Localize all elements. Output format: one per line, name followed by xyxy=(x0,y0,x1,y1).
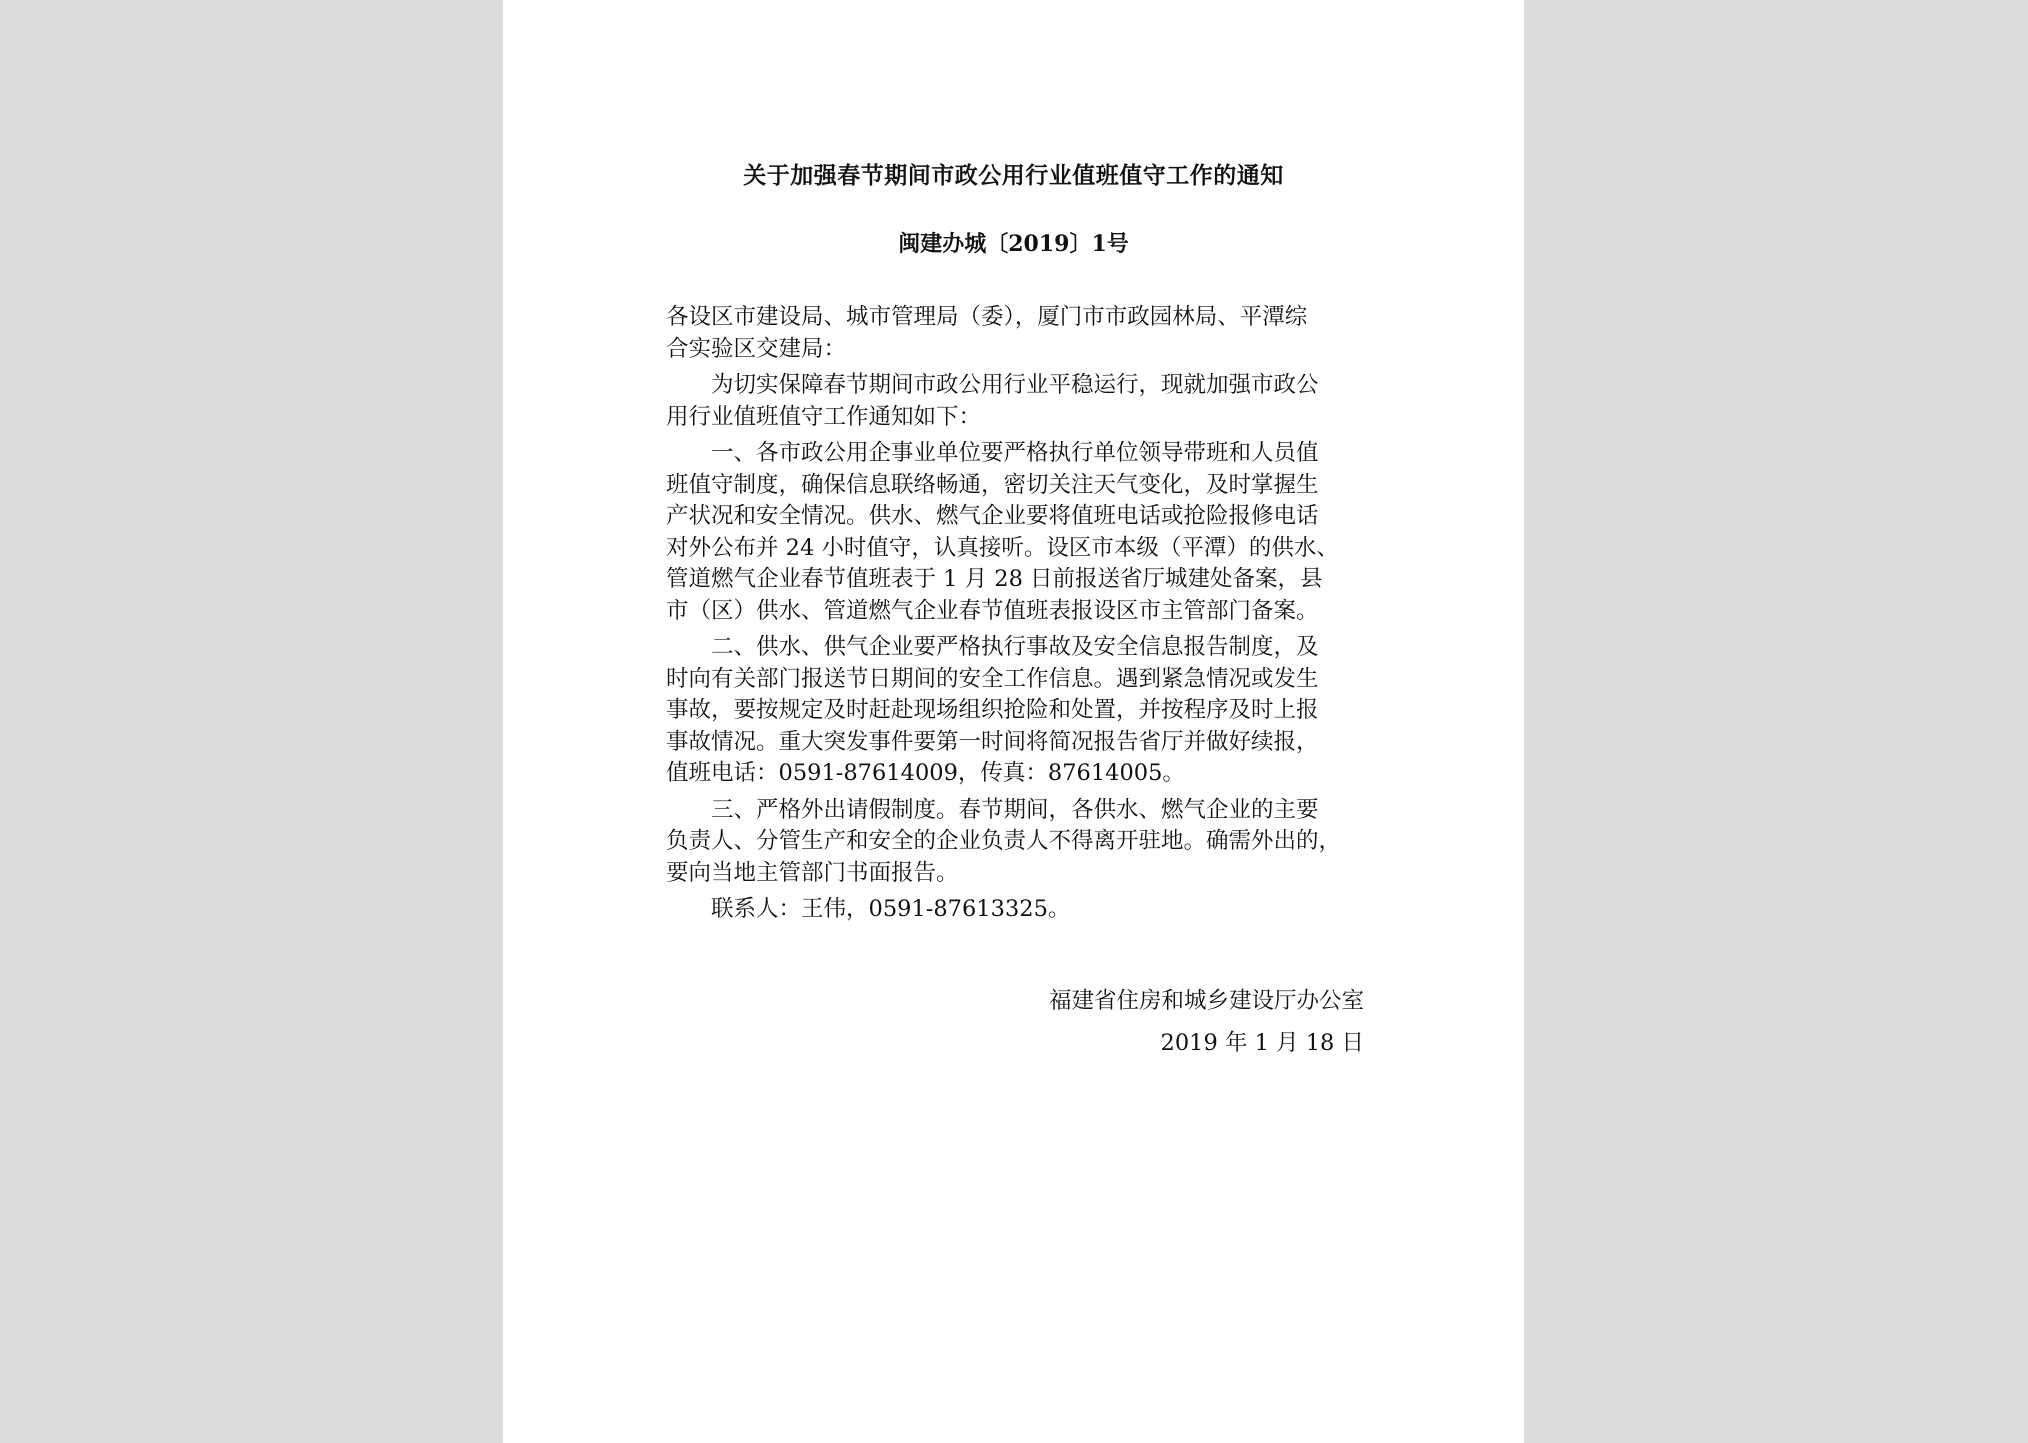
text-line: 用行业值班值守工作通知如下： xyxy=(666,403,982,430)
item-3-paragraph xyxy=(666,795,1376,890)
contact-paragraph xyxy=(666,894,1376,926)
text-line: 负责人、分管生产和安全的企业负责人不得离开驻地。确需外出的， xyxy=(666,828,1342,854)
text-line: 要向当地主管部门书面报告。 xyxy=(666,859,959,886)
text-line: 为切实保障春节期间市政公用行业平稳运行，现就加强市政公 xyxy=(711,372,1319,398)
text-line: 对外公布并 24 小时值守，认真接听。设区市本级（平潭）的供水、 xyxy=(666,534,1339,561)
text-line: 管道燃气企业春节值班表于 1 月 28 日前报送省厅城建处备案，县 xyxy=(666,566,1323,592)
text-line: 市（区）供水、管道燃气企业春节值班表报设区市主管部门备案。 xyxy=(666,597,1319,624)
text-line: 时向有关部门报送节日期间的安全工作信息。遇到紧急情况或发生 xyxy=(666,665,1319,692)
document-page xyxy=(503,0,1524,1443)
text-line: 产状况和安全情况。供水、燃气企业要将值班电话或抢险报修电话 xyxy=(666,503,1319,529)
text-line: 班值守制度，确保信息联络畅通，密切关注天气变化，及时掌握生 xyxy=(666,471,1319,498)
document-number: 闽建办城〔2019〕1号 xyxy=(898,231,1129,257)
text-line: 值班电话：0591-87614009，传真：87614005。 xyxy=(666,760,1185,786)
document-body xyxy=(666,302,1376,931)
intro-paragraph xyxy=(666,370,1376,433)
text-line: 三、严格外出请假制度。春节期间，各供水、燃气企业的主要 xyxy=(711,796,1319,823)
document-title: 关于加强春节期间市政公用行业值班值守工作的通知 xyxy=(743,162,1284,189)
text-line: 一、各市政公用企事业单位要严格执行单位领导带班和人员值 xyxy=(711,440,1319,466)
text-line: 事故情况。重大突发事件要第一时间将简况报告省厅并做好续报， xyxy=(666,728,1319,755)
text-line: 合实验区交建局： xyxy=(666,335,847,362)
text-line: 各设区市建设局、城市管理局（委），厦门市市政园林局、平潭综 xyxy=(666,304,1308,330)
contact-line: 联系人：王伟，0591-87613325。 xyxy=(711,896,1071,922)
text-line: 事故，要按规定及时赶赴现场组织抢险和处置，并按程序及时上报 xyxy=(666,697,1319,723)
signature-organization: 福建省住房和城乡建设厅办公室 xyxy=(1048,988,1364,1014)
signature-date: 2019 年 1 月 18 日 xyxy=(1160,1030,1364,1056)
salutation-paragraph xyxy=(666,302,1376,365)
text-line: 二、供水、供气企业要严格执行事故及安全信息报告制度，及 xyxy=(711,634,1319,660)
item-1-paragraph xyxy=(666,438,1376,627)
item-2-paragraph xyxy=(666,632,1376,790)
